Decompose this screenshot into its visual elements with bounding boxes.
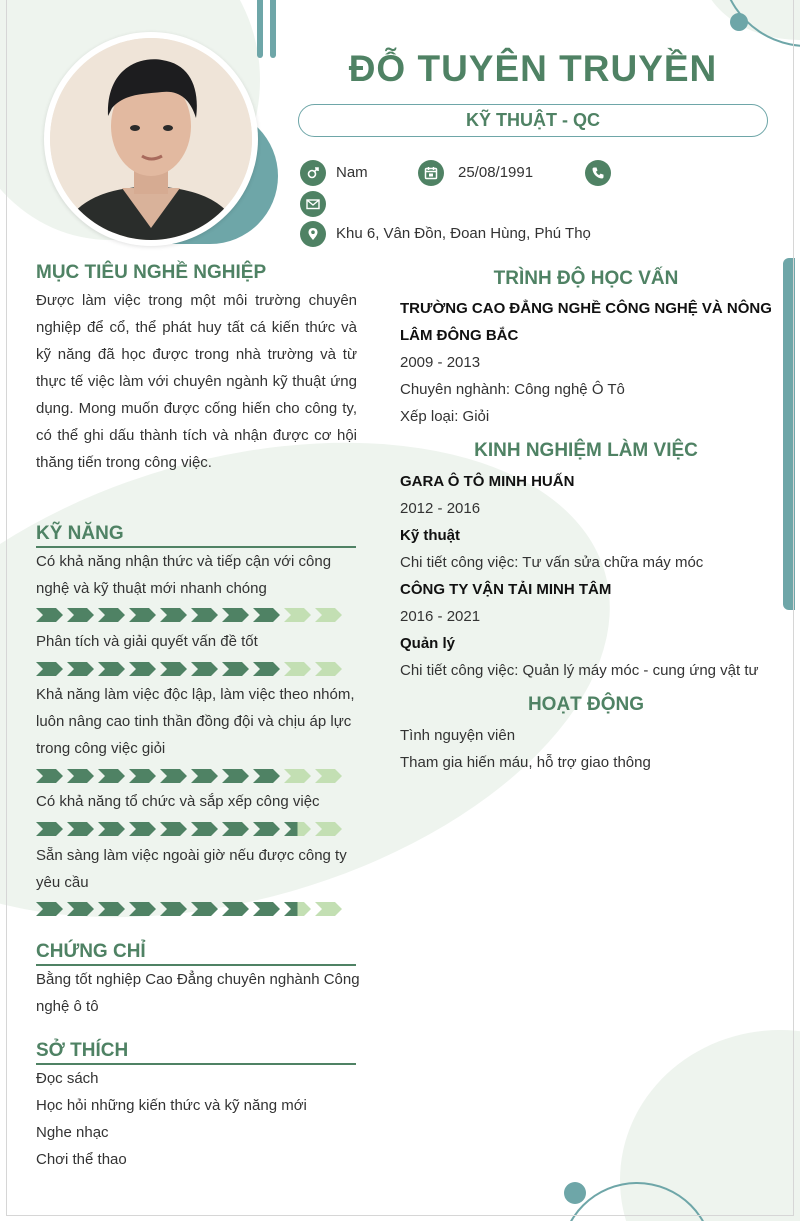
hobby-item: Nghe nhạc: [36, 1124, 109, 1141]
education-title: TRÌNH ĐỘ HỌC VẤN: [493, 268, 679, 289]
skill-chevron: [284, 822, 311, 836]
skill-chevron: [191, 769, 218, 783]
skill-chevron: [67, 769, 94, 783]
skill-chevron: [191, 662, 218, 676]
job-detail: Chi tiết công việc: Quản lý máy móc - cung ứng vật tư: [400, 662, 759, 679]
skill-chevron: [253, 662, 280, 676]
skill-chevron: [160, 822, 187, 836]
skill-chevron: [284, 769, 311, 783]
skill-chevron: [191, 822, 218, 836]
skill-chevron: [315, 822, 342, 836]
skill-chevron: [129, 608, 156, 622]
job-period: 2016 - 2021: [400, 608, 481, 625]
skill-level-bar-5: [36, 902, 348, 916]
skill-chevron: [98, 902, 125, 916]
skill-chevron: [315, 608, 342, 622]
education-grade: Xếp loại: Giỏi: [400, 408, 490, 425]
skill-chevron: [129, 662, 156, 676]
skill-chevron: [160, 662, 187, 676]
avatar: [50, 38, 252, 240]
activity-item: Tình nguyện viên: [400, 727, 516, 744]
experience-title: KINH NGHIỆM LÀM VIỆC: [474, 440, 698, 461]
skill-chevron: [222, 662, 249, 676]
address-value: Khu 6, Vân Đồn, Đoan Hùng, Phú Thọ: [336, 225, 591, 242]
skill-chevron: [315, 769, 342, 783]
skill-text-4: Có khả năng tổ chức và sắp xếp công việc: [36, 793, 320, 810]
school-name: TRƯỜNG CAO ĐẲNG NGHỀ CÔNG NGHỆ VÀ NÔNG LÂM ĐÔNG BẮC: [400, 300, 772, 344]
skill-chevron: [98, 662, 125, 676]
skill-chevron: [67, 822, 94, 836]
job-role: Kỹ thuật: [400, 527, 460, 544]
skill-chevron: [222, 822, 249, 836]
education-period: 2009 - 2013: [400, 354, 481, 371]
skill-chevron: [284, 902, 311, 916]
skill-level-bar-2: [36, 662, 348, 676]
skill-chevron: [129, 902, 156, 916]
job-role: Quản lý: [400, 635, 456, 652]
skill-chevron: [253, 822, 280, 836]
skill-chevron: [67, 608, 94, 622]
skill-chevron: [36, 822, 63, 836]
skill-chevron: [284, 608, 311, 622]
portrait-illustration: [50, 38, 252, 240]
skill-chevron: [160, 769, 187, 783]
job-detail: Chi tiết công việc: Tư vấn sửa chữa máy móc: [400, 554, 704, 571]
gender-icon: [300, 160, 326, 186]
skill-chevron: [191, 608, 218, 622]
activity-item: Tham gia hiến máu, hỗ trợ giao thông: [400, 754, 651, 771]
certificate-item: Bằng tốt nghiệp Cao Đẳng chuyên nghành Công nghệ ô tô: [36, 971, 360, 1015]
skill-text-1: Có khả năng nhận thức và tiếp cận với công nghệ và kỹ thuật mới nhanh chóng: [36, 553, 332, 597]
gender-value: Nam: [336, 164, 368, 181]
skill-chevron: [191, 902, 218, 916]
skill-chevron: [67, 662, 94, 676]
skill-text-2: Phân tích và giải quyết vấn đề tốt: [36, 633, 258, 650]
skills-title: KỸ NĂNG: [36, 523, 356, 548]
objective-title: MỤC TIÊU NGHỀ NGHIỆP: [36, 262, 267, 283]
skill-chevron: [98, 769, 125, 783]
skill-chevron: [253, 769, 280, 783]
skill-chevron: [36, 662, 63, 676]
skill-text-3: Khả năng làm việc độc lập, làm việc theo nhóm, luôn nâng cao tinh thần đồng đội và chịu áp lực trong công việc giỏi: [36, 686, 355, 757]
education-major: Chuyên nghành: Công nghệ Ô Tô: [400, 381, 625, 398]
objective-text: Được làm việc trong một môi trường chuyên nghiệp để cổ, thể phát huy tất cá kiến thức và kỹ năng đã học được trong nhà trường và từ thực tế việc làm với chuyên ngành kỹ thuật ứng dụng. Mong muốn được cống hiến cho công ty, có thể ghi dấu thành tích và nhận được cơ hội thăng tiến trong công việc.: [36, 292, 357, 471]
skill-chevron: [129, 822, 156, 836]
skill-chevron: [284, 662, 311, 676]
email-icon: [300, 191, 326, 217]
hobby-item: Học hỏi những kiến thức và kỹ năng mới: [36, 1097, 307, 1114]
job-title-box: [298, 104, 768, 137]
candidate-name: ĐỖ TUYÊN TRUYỀN: [348, 48, 718, 89]
birthday-value: 25/08/1991: [458, 164, 534, 181]
skill-chevron: [160, 902, 187, 916]
skill-level-bar-1: [36, 608, 348, 622]
skill-chevron: [315, 902, 342, 916]
skill-chevron: [129, 769, 156, 783]
skill-chevron: [222, 902, 249, 916]
job-title: KỸ THUẬT - QC: [466, 110, 600, 130]
skill-chevron: [253, 902, 280, 916]
phone-icon: [585, 160, 611, 186]
skill-chevron: [36, 608, 63, 622]
skill-chevron: [315, 662, 342, 676]
skill-level-bar-4: [36, 822, 348, 836]
job-company: GARA Ô TÔ MINH HUẤN: [400, 473, 575, 490]
skill-chevron: [253, 608, 280, 622]
skill-chevron: [98, 822, 125, 836]
job-company: CÔNG TY VẬN TẢI MINH TÂM: [400, 581, 612, 598]
avatar-frame: [44, 32, 258, 246]
hobbies-title: SỞ THÍCH: [36, 1040, 356, 1065]
skill-chevron: [222, 769, 249, 783]
skill-level-bar-3: [36, 769, 348, 783]
job-period: 2012 - 2016: [400, 500, 481, 517]
skill-chevron: [98, 608, 125, 622]
skill-chevron: [160, 608, 187, 622]
hobby-item: Đọc sách: [36, 1070, 99, 1087]
skill-chevron: [222, 608, 249, 622]
hobby-item: Chơi thể thao: [36, 1151, 127, 1168]
skill-text-5: Sẵn sàng làm việc ngoài giờ nếu được công ty yêu cầu: [36, 847, 347, 891]
activities-title: HOẠT ĐỘNG: [527, 694, 645, 715]
certificates-title: CHỨNG CHỈ: [36, 941, 356, 966]
skill-chevron: [36, 769, 63, 783]
skill-chevron: [67, 902, 94, 916]
calendar-icon: [418, 160, 444, 186]
location-icon: [300, 221, 326, 247]
skill-chevron: [36, 902, 63, 916]
